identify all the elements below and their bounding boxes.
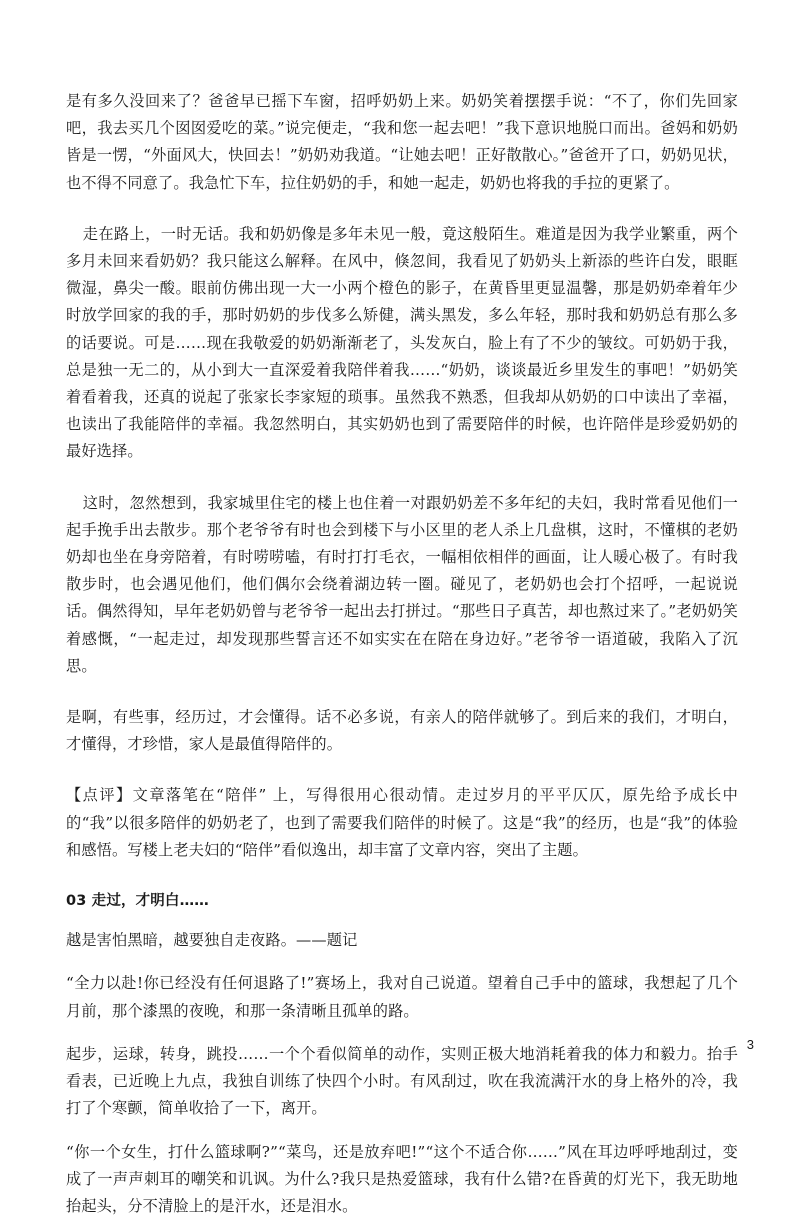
paragraph-4: 是啊，有些事，经历过，才会懂得。话不必多说，有亲人的陪伴就够了。到后来的我们，才明白，才懂得，才珍惜，家人是最值得陪伴的。 <box>66 704 738 758</box>
document-body <box>66 88 738 1220</box>
epigraph: 越是害怕黑暗，越要独自走夜路。——题记 <box>66 927 738 954</box>
paragraph-3: 这时，忽然想到，我家城里住宅的楼上也住着一对跟奶奶差不多年纪的夫妇，我时常看见他们一起手挽手出去散步。那个老爷爷有时也会到楼下与小区里的老人杀上几盘棋，这时，不懂棋的老奶奶却也坐在身旁陪着，有时唠唠嗑，有时打打毛衣，一幅相依相伴的画面，让人暖心极了。有时我散步时，也会遇见他们，他们偶尔会绕着湖边转一圈。碰见了，老奶奶也会打个招呼，一起说说话。偶然得知，早年老奶奶曾与老爷爷一起出去打拼过。“那些日子真苦，却也熬过来了。”老奶奶笑着感慨，“一起走过，却发现那些誓言还不如实实在在陪在身边好。”老爷爷一语道破，我陷入了沉思。 <box>66 490 738 680</box>
section-heading: 03 走过，才明白…… <box>66 888 738 915</box>
page-number: 3 <box>747 1037 754 1052</box>
paragraph-1: 是有多久没回来了？爸爸早已摇下车窗，招呼奶奶上来。奶奶笑着摆摆手说：“不了，你们先回家吧，我去买几个囡囡爱吃的菜。”说完便走，“我和您一起去吧！”我下意识地脱口而出。爸妈和奶奶皆是一愣，“外面风大，快回去！”奶奶劝我道。“让她去吧！正好散散心。”爸爸开了口，奶奶见状，也不得不同意了。我急忙下车，拉住奶奶的手，和她一起走，奶奶也将我的手拉的更紧了。 <box>66 88 738 197</box>
paragraph-7: “全力以赴!你已经没有任何退路了!”赛场上，我对自己说道。望着自己手中的篮球，我想起了几个月前，那个漆黑的夜晚，和那一条清晰且孤单的路。 <box>66 970 738 1024</box>
paragraph-2: 走在路上，一时无话。我和奶奶像是多年未见一般，竟这般陌生。难道是因为我学业繁重，两个多月未回来看奶奶？我只能这么解释。在风中，倏忽间，我看见了奶奶头上新添的些许白发，眼眶微湿，鼻尖一酸。眼前仿佛出现一大一小两个橙色的影子，在黄昏里更显温馨，那是奶奶牵着年少时放学回家的我的手，那时奶奶的步伐多么矫健，满头黑发，多么年轻，那时我和奶奶总有那么多的话要说。可是……现在我敬爱的奶奶渐渐老了，头发灰白，脸上有了不少的皱纹。可奶奶于我，总是独一无二的，从小到大一直深爱着我陪伴着我……“奶奶，谈谈最近乡里发生的事吧！”奶奶笑着看着我，还真的说起了张家长李家短的琐事。虽然我不熟悉，但我却从奶奶的口中读出了幸福，也读出了我能陪伴的幸福。我忽然明白，其实奶奶也到了需要陪伴的时候，也许陪伴是珍爱奶奶的最好选择。 <box>66 221 738 466</box>
review-paragraph: 【点评】文章落笔在“陪伴” 上，写得很用心很动情。走过岁月的平平仄仄，原先给予成长中的“我”以很多陪伴的奶奶老了，也到了需要我们陪伴的时候了。这是“我”的经历，也是“我”的体验和感悟。写楼上老夫妇的“陪伴”看似逸出，却丰富了文章内容，突出了主题。 <box>66 782 738 864</box>
paragraph-8: 起步，运球，转身，跳投……一个个看似简单的动作，实则正极大地消耗着我的体力和毅力。抬手看表，已近晚上九点，我独自训练了快四个小时。有风刮过，吹在我流满汗水的身上格外的冷，我打了个寒颤，简单收拾了一下，离开。 <box>66 1041 738 1123</box>
paragraph-9: “你一个女生，打什么篮球啊?”“菜鸟，还是放弃吧!”“这个不适合你……”风在耳边呼呼地刮过，变成了一声声刺耳的嘲笑和讥讽。为什么?我只是热爱篮球，我有什么错?在昏黄的灯光下，我无助地抬起头，分不清脸上的是汗水，还是泪水。 <box>66 1139 738 1220</box>
